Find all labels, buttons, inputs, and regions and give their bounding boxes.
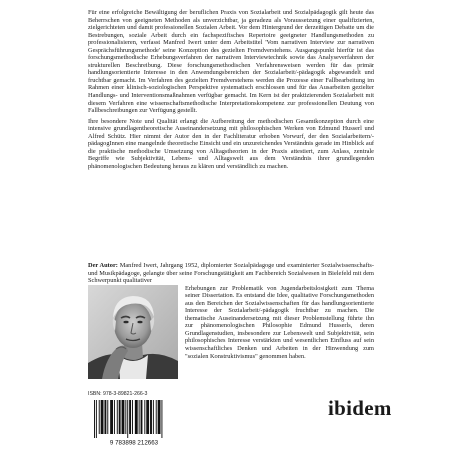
- barcode-bar: [99, 400, 100, 434]
- barcode-bar: [132, 400, 133, 434]
- author-section: [88, 262, 374, 360]
- barcode-bar: [110, 400, 113, 434]
- author-photo: [88, 285, 178, 379]
- barcode-bar: [153, 400, 154, 434]
- barcode-bar: [156, 400, 157, 434]
- barcode-bar: [158, 400, 161, 434]
- barcode-bar: [122, 400, 125, 434]
- barcode-bar: [161, 400, 162, 438]
- author-portrait-image: [88, 285, 178, 379]
- barcode-bar: [94, 400, 95, 438]
- publisher-logo: ibidem: [328, 396, 392, 420]
- barcode-bar: [104, 400, 106, 434]
- author-intro-text: Manfred Iwert, Jahrgang 1952, diplomierter Sozialpädagoge und examinierter Sozialwissenschafts- und Musikpädagoge, gelangte über seine Forschungstätigkeit am Fachbereich Sozialwesen in Bielefeld mit dem Schwerpunkt qualitativer: [88, 262, 375, 285]
- description-block: [88, 9, 374, 170]
- barcode-bar: [139, 400, 140, 434]
- barcode-bar: [119, 400, 121, 434]
- barcode-bar: [144, 400, 145, 434]
- barcode-bar: [114, 400, 115, 434]
- barcode-bar: [141, 400, 143, 434]
- description-paragraph-2: Ihre besondere Note und Qualität erlangt die Aufbereitung der methodischen Gesamtkonzeption durch eine intensive grundlagentheoretische Auseinandersetzung mit philosophischen Werken von Edmund Husserl und Alfred Schütz. Hier nimmt der Autor den in der Fachliteratur erhoben Vorwurf, der den Sozialarbeitern/-pädagogInnen eine mangelnde theoretische Einsicht und ein unzureichendes Verständnis gerade im Hinblick auf die praktische methodische Umsetzung von Alltagstheorien in der Praxis attestiert, zum Anlass, zentrale Begriffe wie Subjektivität, Lebens- und Alltagswelt aus dem Verständnis ihrer grundlegenden phänomenologischen Bedeutung heraus zu klären und verständlich zu machen.: [88, 117, 374, 170]
- barcode-image: [88, 398, 180, 446]
- barcode-number: 9 783898 212663: [109, 439, 159, 446]
- barcode-bar: [125, 400, 126, 434]
- author-label: Der Autor:: [88, 262, 118, 269]
- barcode-bar: [129, 400, 131, 434]
- barcode-bar: [150, 400, 152, 434]
- barcode-bar: [127, 400, 128, 438]
- author-biography: Erhebungen zur Problematik von Jugendarbeitslosigkeit zum Thema seiner Dissertation. Es entstand die Idee, qualitative Forschungsmethoden aus den Bereichen der Sozialwissenschaften für das handlungsorientierte Interesse der Sozialarbeit/-pädagogik fruchtbar zu machen. Die thematische Auseinandersetzung mit dieser Problemstellung führte ihn zur phänomenologischen Philosophie Edmund Husserls, deren Grundlagenstudien, insbesondere zur Lebenswelt und Subjektivität, sein philosophisches Interesse verstärkten und wesentlichen Einfluss auf sein wissenschaftliches Denken und Arbeiten in der Hinwendung zum "sozialen Konstruktivismus" genommen haben.: [185, 284, 374, 360]
- isbn-label: ISBN: 978-3-89821-266-3: [88, 391, 148, 397]
- barcode-bar: [117, 400, 118, 434]
- author-intro: [88, 262, 374, 285]
- barcode-bar: [146, 400, 149, 434]
- barcode-bar: [96, 400, 97, 438]
- barcode-bar: [107, 400, 108, 434]
- description-paragraph-1: Für eine erfolgreiche Bewältigung der beruflichen Praxis von Sozialarbeit und Sozialpädagogik gilt heute das Beherrschen von geeigneten Methoden als unverzichtbar, ja geradezu als Voraussetzung einer qualifizierten, zielgerichteten und damit professionellen Sozialen Arbeit. Vor dem Hintergrund der derzeitigen Debatte um die Bestrebungen, soziale Arbeit durch ein fachspezifisches Repertoire geeigneter Handlungsmethoden zu professionalisieren, verfasst Manfred Iwert unter dem Arbeitstitel 'Vom narrativen Interview zur narrativen Gesprächsführungsmethode' seine Konzeption des gezielten Fremdverstehens. Ausgangspunkt hierfür ist das forschungsmethodische Erhebungsverfahren der narrativen Interviewtechnik sowie das Analyseverfahren der strukturellen Beschreibung. Diese forschungsmethodischen Verfahrensweisen werden für das primär handlungsorientierte Interesse in den Anwendungsbereichen der Sozialarbeit/-pädagogik abgewandelt und fruchtbar gemacht. Im Verfahren des gezielten Fremdverstehens werden die Prozesse einer Fallbearbeitung im Rahmen einer klinisch-soziologischen Perspektive systematisch erschlossen und für das Ausarbeiten gezielter Handlungs- und Interventionsmaßnahmen verfügbar gemacht. Im Kern ist der praktizierenden Sozialarbeit mit diesem Verfahren eine wissenschaftsmethodische Interpretationskompetenz zur professionellen Deutung von Fallbeschreibungen zur Verfügung gestellt.: [88, 9, 374, 115]
- barcode-bar: [135, 400, 138, 434]
- barcode-bar: [101, 400, 104, 434]
- barcode: [88, 398, 180, 446]
- author-body: [88, 285, 374, 360]
